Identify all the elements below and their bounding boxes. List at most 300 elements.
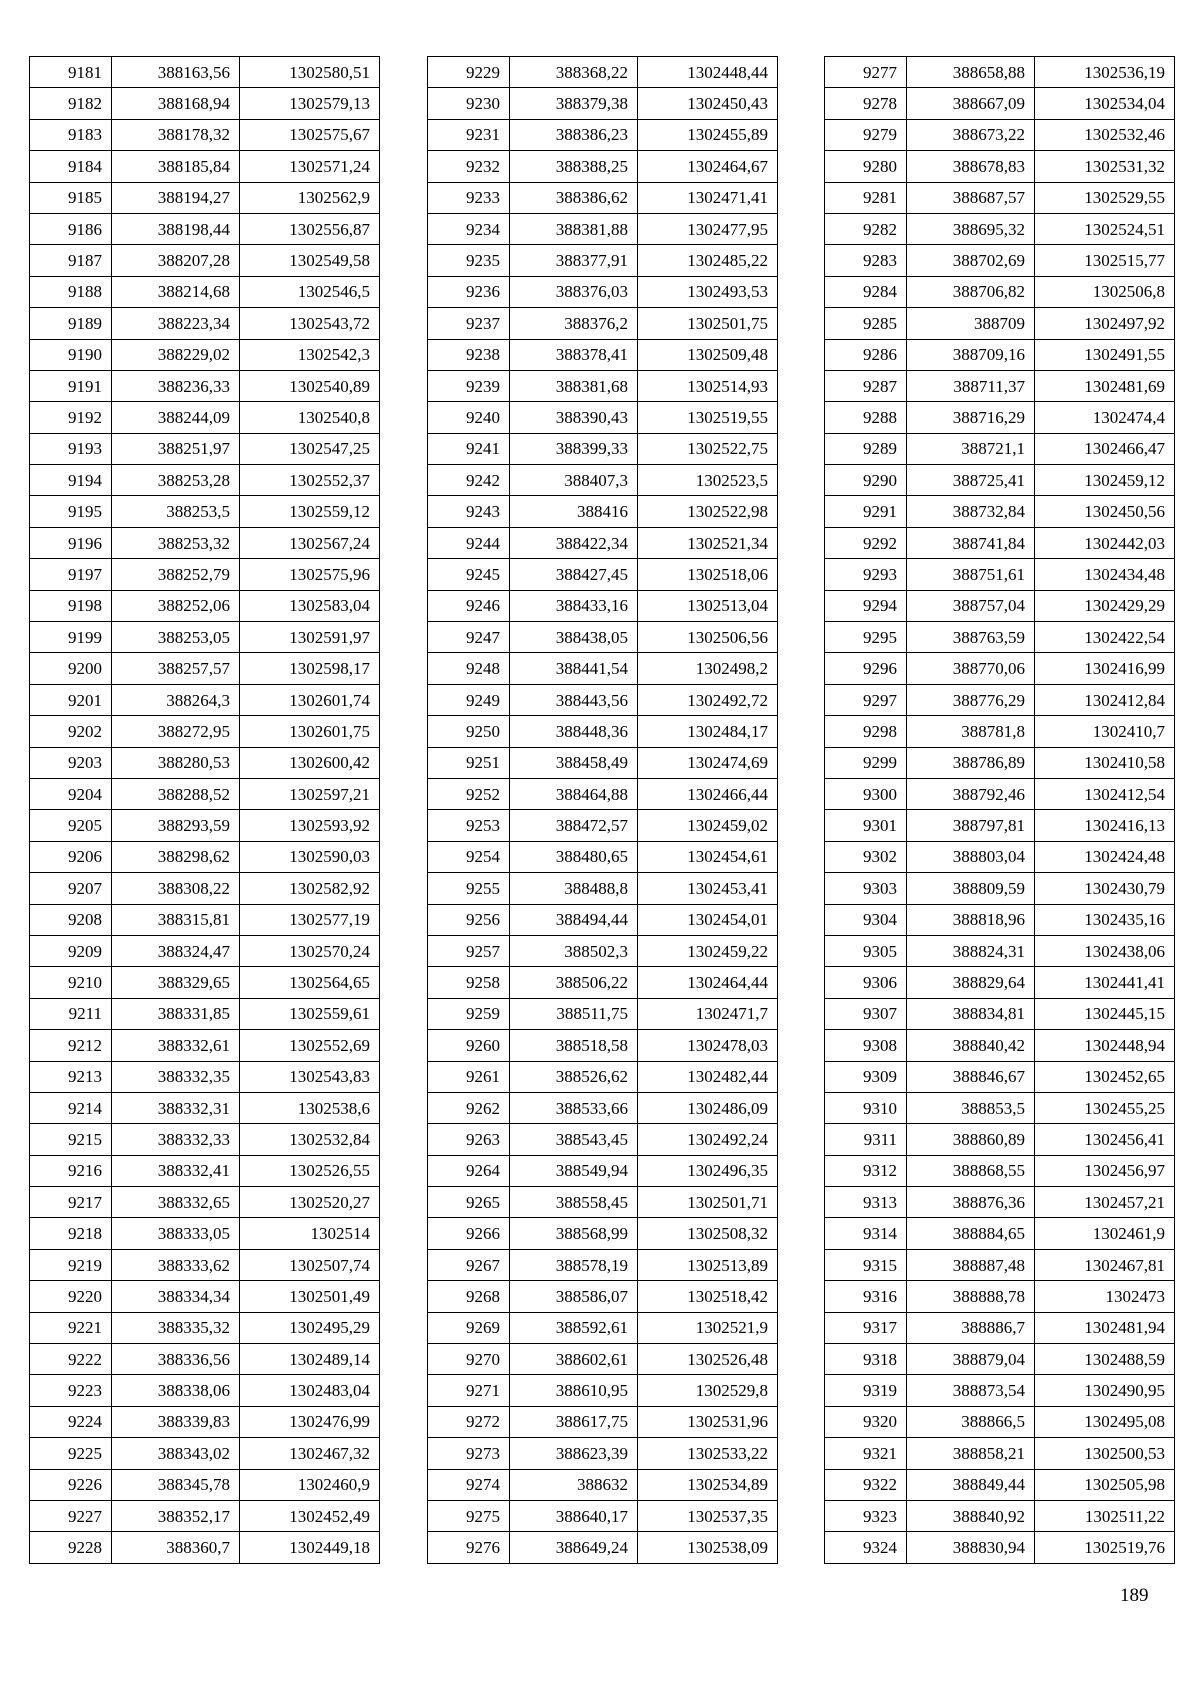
y-coordinate-cell: 1302522,75 — [638, 433, 778, 464]
x-coordinate-cell: 388253,28 — [112, 465, 240, 496]
point-number-cell: 9272 — [428, 1406, 510, 1437]
table-row — [825, 1344, 1175, 1375]
y-coordinate-cell: 1302522,98 — [638, 496, 778, 527]
y-coordinate-cell: 1302509,48 — [638, 339, 778, 370]
x-coordinate-cell: 388751,61 — [907, 559, 1035, 590]
table-row — [825, 684, 1175, 715]
y-coordinate-cell: 1302450,43 — [638, 88, 778, 119]
table-row — [825, 339, 1175, 370]
x-coordinate-cell: 388781,8 — [907, 716, 1035, 747]
table-row — [428, 1344, 778, 1375]
table-row — [428, 213, 778, 244]
x-coordinate-cell: 388335,32 — [112, 1312, 240, 1343]
table-row — [428, 1469, 778, 1500]
table-row — [428, 559, 778, 590]
x-coordinate-cell: 388709,16 — [907, 339, 1035, 370]
y-coordinate-cell: 1302538,6 — [240, 1092, 380, 1123]
point-number-cell: 9200 — [30, 653, 112, 684]
x-coordinate-cell: 388884,65 — [907, 1218, 1035, 1249]
x-coordinate-cell: 388494,44 — [510, 904, 638, 935]
x-coordinate-cell: 388185,84 — [112, 151, 240, 182]
table-row — [428, 1375, 778, 1406]
table-row — [825, 1375, 1175, 1406]
y-coordinate-cell: 1302511,22 — [1035, 1500, 1175, 1531]
table-row — [428, 778, 778, 809]
y-coordinate-cell: 1302593,92 — [240, 810, 380, 841]
point-number-cell: 9240 — [428, 402, 510, 433]
point-number-cell: 9251 — [428, 747, 510, 778]
point-number-cell: 9226 — [30, 1469, 112, 1500]
point-number-cell: 9321 — [825, 1438, 907, 1469]
y-coordinate-cell: 1302500,53 — [1035, 1438, 1175, 1469]
y-coordinate-cell: 1302456,97 — [1035, 1155, 1175, 1186]
table-row — [30, 213, 380, 244]
table-row — [428, 245, 778, 276]
y-coordinate-cell: 1302471,41 — [638, 182, 778, 213]
point-number-cell: 9298 — [825, 716, 907, 747]
point-number-cell: 9191 — [30, 370, 112, 401]
table-row — [30, 402, 380, 433]
table-row — [428, 1500, 778, 1531]
table-row — [428, 88, 778, 119]
point-number-cell: 9232 — [428, 151, 510, 182]
point-number-cell: 9221 — [30, 1312, 112, 1343]
table-row — [428, 841, 778, 872]
y-coordinate-cell: 1302520,27 — [240, 1187, 380, 1218]
y-coordinate-cell: 1302412,84 — [1035, 684, 1175, 715]
point-number-cell: 9198 — [30, 590, 112, 621]
point-number-cell: 9296 — [825, 653, 907, 684]
x-coordinate-cell: 388407,3 — [510, 465, 638, 496]
table-row — [825, 276, 1175, 307]
y-coordinate-cell: 1302543,83 — [240, 1061, 380, 1092]
point-number-cell: 9260 — [428, 1030, 510, 1061]
table-row — [30, 370, 380, 401]
y-coordinate-cell: 1302455,25 — [1035, 1092, 1175, 1123]
x-coordinate-cell: 388786,89 — [907, 747, 1035, 778]
table-row — [30, 182, 380, 213]
y-coordinate-cell: 1302540,89 — [240, 370, 380, 401]
table-row — [30, 873, 380, 904]
x-coordinate-cell: 388632 — [510, 1469, 638, 1500]
table-row — [825, 590, 1175, 621]
point-number-cell: 9304 — [825, 904, 907, 935]
table-row — [428, 653, 778, 684]
point-number-cell: 9308 — [825, 1030, 907, 1061]
x-coordinate-cell: 388640,17 — [510, 1500, 638, 1531]
y-coordinate-cell: 1302571,24 — [240, 151, 380, 182]
point-number-cell: 9288 — [825, 402, 907, 433]
y-coordinate-cell: 1302424,48 — [1035, 841, 1175, 872]
point-number-cell: 9230 — [428, 88, 510, 119]
x-coordinate-cell: 388809,59 — [907, 873, 1035, 904]
table-row — [428, 339, 778, 370]
y-coordinate-cell: 1302601,75 — [240, 716, 380, 747]
point-number-cell: 9207 — [30, 873, 112, 904]
point-number-cell: 9217 — [30, 1187, 112, 1218]
table-row — [428, 496, 778, 527]
point-number-cell: 9273 — [428, 1438, 510, 1469]
x-coordinate-cell: 388840,42 — [907, 1030, 1035, 1061]
table-row — [428, 1406, 778, 1437]
x-coordinate-cell: 388381,68 — [510, 370, 638, 401]
x-coordinate-cell: 388506,22 — [510, 967, 638, 998]
x-coordinate-cell: 388338,06 — [112, 1375, 240, 1406]
y-coordinate-cell: 1302575,96 — [240, 559, 380, 590]
x-coordinate-cell: 388846,67 — [907, 1061, 1035, 1092]
point-number-cell: 9245 — [428, 559, 510, 590]
table-row — [428, 935, 778, 966]
table-row — [30, 245, 380, 276]
x-coordinate-cell: 388257,57 — [112, 653, 240, 684]
table-row — [30, 88, 380, 119]
point-number-cell: 9194 — [30, 465, 112, 496]
point-number-cell: 9301 — [825, 810, 907, 841]
point-number-cell: 9303 — [825, 873, 907, 904]
y-coordinate-cell: 1302505,98 — [1035, 1469, 1175, 1500]
point-number-cell: 9181 — [30, 57, 112, 88]
x-coordinate-cell: 388293,59 — [112, 810, 240, 841]
x-coordinate-cell: 388818,96 — [907, 904, 1035, 935]
table-row — [30, 276, 380, 307]
table-row — [825, 935, 1175, 966]
point-number-cell: 9314 — [825, 1218, 907, 1249]
point-number-cell: 9275 — [428, 1500, 510, 1531]
point-number-cell: 9229 — [428, 57, 510, 88]
point-number-cell: 9309 — [825, 1061, 907, 1092]
x-coordinate-cell: 388586,07 — [510, 1281, 638, 1312]
point-number-cell: 9247 — [428, 622, 510, 653]
point-number-cell: 9192 — [30, 402, 112, 433]
x-coordinate-cell: 388339,83 — [112, 1406, 240, 1437]
table-row — [30, 904, 380, 935]
x-coordinate-cell: 388329,65 — [112, 967, 240, 998]
y-coordinate-cell: 1302497,92 — [1035, 308, 1175, 339]
table-row — [428, 747, 778, 778]
x-coordinate-cell: 388853,5 — [907, 1092, 1035, 1123]
point-number-cell: 9324 — [825, 1532, 907, 1563]
y-coordinate-cell: 1302464,44 — [638, 967, 778, 998]
y-coordinate-cell: 1302529,55 — [1035, 182, 1175, 213]
x-coordinate-cell: 388667,09 — [907, 88, 1035, 119]
table-row — [30, 1469, 380, 1500]
table-row — [30, 778, 380, 809]
y-coordinate-cell: 1302490,95 — [1035, 1375, 1175, 1406]
table-row — [30, 1281, 380, 1312]
point-number-cell: 9289 — [825, 433, 907, 464]
x-coordinate-cell: 388706,82 — [907, 276, 1035, 307]
x-coordinate-cell: 388886,7 — [907, 1312, 1035, 1343]
x-coordinate-cell: 388617,75 — [510, 1406, 638, 1437]
point-number-cell: 9316 — [825, 1281, 907, 1312]
x-coordinate-cell: 388253,32 — [112, 527, 240, 558]
x-coordinate-cell: 388602,61 — [510, 1344, 638, 1375]
x-coordinate-cell: 388168,94 — [112, 88, 240, 119]
table-row — [428, 182, 778, 213]
table-row — [825, 88, 1175, 119]
point-number-cell: 9302 — [825, 841, 907, 872]
point-number-cell: 9215 — [30, 1124, 112, 1155]
y-coordinate-cell: 1302492,24 — [638, 1124, 778, 1155]
x-coordinate-cell: 388458,49 — [510, 747, 638, 778]
table-row — [428, 622, 778, 653]
table-row — [825, 1061, 1175, 1092]
y-coordinate-cell: 1302481,69 — [1035, 370, 1175, 401]
coordinate-table-2 — [427, 56, 778, 1564]
point-number-cell: 9287 — [825, 370, 907, 401]
table-row — [428, 590, 778, 621]
y-coordinate-cell: 1302467,32 — [240, 1438, 380, 1469]
x-coordinate-cell: 388229,02 — [112, 339, 240, 370]
y-coordinate-cell: 1302495,08 — [1035, 1406, 1175, 1437]
x-coordinate-cell: 388207,28 — [112, 245, 240, 276]
y-coordinate-cell: 1302531,96 — [638, 1406, 778, 1437]
point-number-cell: 9256 — [428, 904, 510, 935]
table-row — [30, 1124, 380, 1155]
y-coordinate-cell: 1302597,21 — [240, 778, 380, 809]
table-row — [825, 967, 1175, 998]
point-number-cell: 9190 — [30, 339, 112, 370]
table-row — [825, 1124, 1175, 1155]
y-coordinate-cell: 1302454,61 — [638, 841, 778, 872]
x-coordinate-cell: 388649,24 — [510, 1532, 638, 1563]
y-coordinate-cell: 1302543,72 — [240, 308, 380, 339]
point-number-cell: 9241 — [428, 433, 510, 464]
x-coordinate-cell: 388399,33 — [510, 433, 638, 464]
table-body — [825, 57, 1175, 1564]
x-coordinate-cell: 388678,83 — [907, 151, 1035, 182]
x-coordinate-cell: 388333,05 — [112, 1218, 240, 1249]
point-number-cell: 9224 — [30, 1406, 112, 1437]
x-coordinate-cell: 388721,1 — [907, 433, 1035, 464]
point-number-cell: 9244 — [428, 527, 510, 558]
x-coordinate-cell: 388448,36 — [510, 716, 638, 747]
table-row — [825, 1030, 1175, 1061]
x-coordinate-cell: 388214,68 — [112, 276, 240, 307]
x-coordinate-cell: 388251,97 — [112, 433, 240, 464]
table-row — [428, 151, 778, 182]
y-coordinate-cell: 1302513,04 — [638, 590, 778, 621]
table-row — [428, 1281, 778, 1312]
point-number-cell: 9259 — [428, 998, 510, 1029]
point-number-cell: 9184 — [30, 151, 112, 182]
point-number-cell: 9269 — [428, 1312, 510, 1343]
x-coordinate-cell: 388834,81 — [907, 998, 1035, 1029]
y-coordinate-cell: 1302422,54 — [1035, 622, 1175, 653]
x-coordinate-cell: 388427,45 — [510, 559, 638, 590]
point-number-cell: 9285 — [825, 308, 907, 339]
point-number-cell: 9322 — [825, 1469, 907, 1500]
y-coordinate-cell: 1302460,9 — [240, 1469, 380, 1500]
x-coordinate-cell: 388824,31 — [907, 935, 1035, 966]
point-number-cell: 9202 — [30, 716, 112, 747]
table-row — [825, 496, 1175, 527]
table-row — [825, 433, 1175, 464]
x-coordinate-cell: 388288,52 — [112, 778, 240, 809]
table-row — [30, 935, 380, 966]
table-row — [825, 716, 1175, 747]
point-number-cell: 9311 — [825, 1124, 907, 1155]
point-number-cell: 9278 — [825, 88, 907, 119]
x-coordinate-cell: 388244,09 — [112, 402, 240, 433]
point-number-cell: 9320 — [825, 1406, 907, 1437]
table-row — [30, 747, 380, 778]
y-coordinate-cell: 1302582,92 — [240, 873, 380, 904]
point-number-cell: 9267 — [428, 1249, 510, 1280]
x-coordinate-cell: 388332,41 — [112, 1155, 240, 1186]
x-coordinate-cell: 388518,58 — [510, 1030, 638, 1061]
x-coordinate-cell: 388866,5 — [907, 1406, 1035, 1437]
point-number-cell: 9187 — [30, 245, 112, 276]
table-row — [428, 967, 778, 998]
point-number-cell: 9297 — [825, 684, 907, 715]
y-coordinate-cell: 1302524,51 — [1035, 213, 1175, 244]
x-coordinate-cell: 388757,04 — [907, 590, 1035, 621]
point-number-cell: 9255 — [428, 873, 510, 904]
x-coordinate-cell: 388332,31 — [112, 1092, 240, 1123]
y-coordinate-cell: 1302491,55 — [1035, 339, 1175, 370]
y-coordinate-cell: 1302575,67 — [240, 119, 380, 150]
x-coordinate-cell: 388376,03 — [510, 276, 638, 307]
x-coordinate-cell: 388438,05 — [510, 622, 638, 653]
table-row — [428, 1218, 778, 1249]
table-row — [428, 1438, 778, 1469]
point-number-cell: 9261 — [428, 1061, 510, 1092]
x-coordinate-cell: 388480,65 — [510, 841, 638, 872]
table-row — [825, 778, 1175, 809]
point-number-cell: 9310 — [825, 1092, 907, 1123]
y-coordinate-cell: 1302484,17 — [638, 716, 778, 747]
x-coordinate-cell: 388526,62 — [510, 1061, 638, 1092]
x-coordinate-cell: 388472,57 — [510, 810, 638, 841]
table-row — [30, 339, 380, 370]
point-number-cell: 9209 — [30, 935, 112, 966]
y-coordinate-cell: 1302442,03 — [1035, 527, 1175, 558]
table-row — [825, 1532, 1175, 1563]
x-coordinate-cell: 388658,88 — [907, 57, 1035, 88]
point-number-cell: 9253 — [428, 810, 510, 841]
table-row — [428, 465, 778, 496]
point-number-cell: 9195 — [30, 496, 112, 527]
point-number-cell: 9210 — [30, 967, 112, 998]
point-number-cell: 9290 — [825, 465, 907, 496]
y-coordinate-cell: 1302435,16 — [1035, 904, 1175, 935]
y-coordinate-cell: 1302549,58 — [240, 245, 380, 276]
x-coordinate-cell: 388223,34 — [112, 308, 240, 339]
table-row — [30, 1218, 380, 1249]
x-coordinate-cell: 388264,3 — [112, 684, 240, 715]
x-coordinate-cell: 388578,19 — [510, 1249, 638, 1280]
point-number-cell: 9317 — [825, 1312, 907, 1343]
table-row — [825, 151, 1175, 182]
table-row — [825, 1500, 1175, 1531]
table-row — [428, 1061, 778, 1092]
table-row — [825, 465, 1175, 496]
table-body — [428, 57, 778, 1564]
point-number-cell: 9279 — [825, 119, 907, 150]
x-coordinate-cell: 388194,27 — [112, 182, 240, 213]
x-coordinate-cell: 388308,22 — [112, 873, 240, 904]
point-number-cell: 9186 — [30, 213, 112, 244]
table-row — [30, 465, 380, 496]
y-coordinate-cell: 1302523,5 — [638, 465, 778, 496]
point-number-cell: 9293 — [825, 559, 907, 590]
y-coordinate-cell: 1302521,34 — [638, 527, 778, 558]
y-coordinate-cell: 1302473 — [1035, 1281, 1175, 1312]
x-coordinate-cell: 388252,79 — [112, 559, 240, 590]
table-row — [428, 998, 778, 1029]
x-coordinate-cell: 388280,53 — [112, 747, 240, 778]
point-number-cell: 9188 — [30, 276, 112, 307]
x-coordinate-cell: 388336,56 — [112, 1344, 240, 1375]
table-row — [30, 590, 380, 621]
y-coordinate-cell: 1302506,8 — [1035, 276, 1175, 307]
x-coordinate-cell: 388386,23 — [510, 119, 638, 150]
x-coordinate-cell: 388887,48 — [907, 1249, 1035, 1280]
y-coordinate-cell: 1302577,19 — [240, 904, 380, 935]
y-coordinate-cell: 1302580,51 — [240, 57, 380, 88]
point-number-cell: 9268 — [428, 1281, 510, 1312]
table-row — [825, 810, 1175, 841]
table-row — [825, 370, 1175, 401]
x-coordinate-cell: 388830,94 — [907, 1532, 1035, 1563]
x-coordinate-cell: 388163,56 — [112, 57, 240, 88]
x-coordinate-cell: 388332,33 — [112, 1124, 240, 1155]
y-coordinate-cell: 1302506,56 — [638, 622, 778, 653]
y-coordinate-cell: 1302521,9 — [638, 1312, 778, 1343]
table-row — [825, 622, 1175, 653]
table-row — [30, 496, 380, 527]
y-coordinate-cell: 1302526,48 — [638, 1344, 778, 1375]
y-coordinate-cell: 1302466,44 — [638, 778, 778, 809]
x-coordinate-cell: 388360,7 — [112, 1532, 240, 1563]
point-number-cell: 9254 — [428, 841, 510, 872]
y-coordinate-cell: 1302448,94 — [1035, 1030, 1175, 1061]
y-coordinate-cell: 1302453,41 — [638, 873, 778, 904]
y-coordinate-cell: 1302454,01 — [638, 904, 778, 935]
point-number-cell: 9216 — [30, 1155, 112, 1186]
y-coordinate-cell: 1302515,77 — [1035, 245, 1175, 276]
x-coordinate-cell: 388333,62 — [112, 1249, 240, 1280]
x-coordinate-cell: 388732,84 — [907, 496, 1035, 527]
y-coordinate-cell: 1302513,89 — [638, 1249, 778, 1280]
table-row — [825, 998, 1175, 1029]
x-coordinate-cell: 388888,78 — [907, 1281, 1035, 1312]
point-number-cell: 9238 — [428, 339, 510, 370]
point-number-cell: 9274 — [428, 1469, 510, 1500]
table-row — [428, 684, 778, 715]
x-coordinate-cell: 388610,95 — [510, 1375, 638, 1406]
x-coordinate-cell: 388709 — [907, 308, 1035, 339]
y-coordinate-cell: 1302547,25 — [240, 433, 380, 464]
x-coordinate-cell: 388390,43 — [510, 402, 638, 433]
page-number: 189 — [1120, 1585, 1149, 1606]
point-number-cell: 9182 — [30, 88, 112, 119]
x-coordinate-cell: 388343,02 — [112, 1438, 240, 1469]
x-coordinate-cell: 388695,32 — [907, 213, 1035, 244]
table-row — [30, 684, 380, 715]
point-number-cell: 9292 — [825, 527, 907, 558]
y-coordinate-cell: 1302488,59 — [1035, 1344, 1175, 1375]
y-coordinate-cell: 1302564,65 — [240, 967, 380, 998]
y-coordinate-cell: 1302598,17 — [240, 653, 380, 684]
x-coordinate-cell: 388379,38 — [510, 88, 638, 119]
point-number-cell: 9222 — [30, 1344, 112, 1375]
x-coordinate-cell: 388876,36 — [907, 1187, 1035, 1218]
table-row — [428, 1092, 778, 1123]
table-row — [825, 57, 1175, 88]
point-number-cell: 9214 — [30, 1092, 112, 1123]
